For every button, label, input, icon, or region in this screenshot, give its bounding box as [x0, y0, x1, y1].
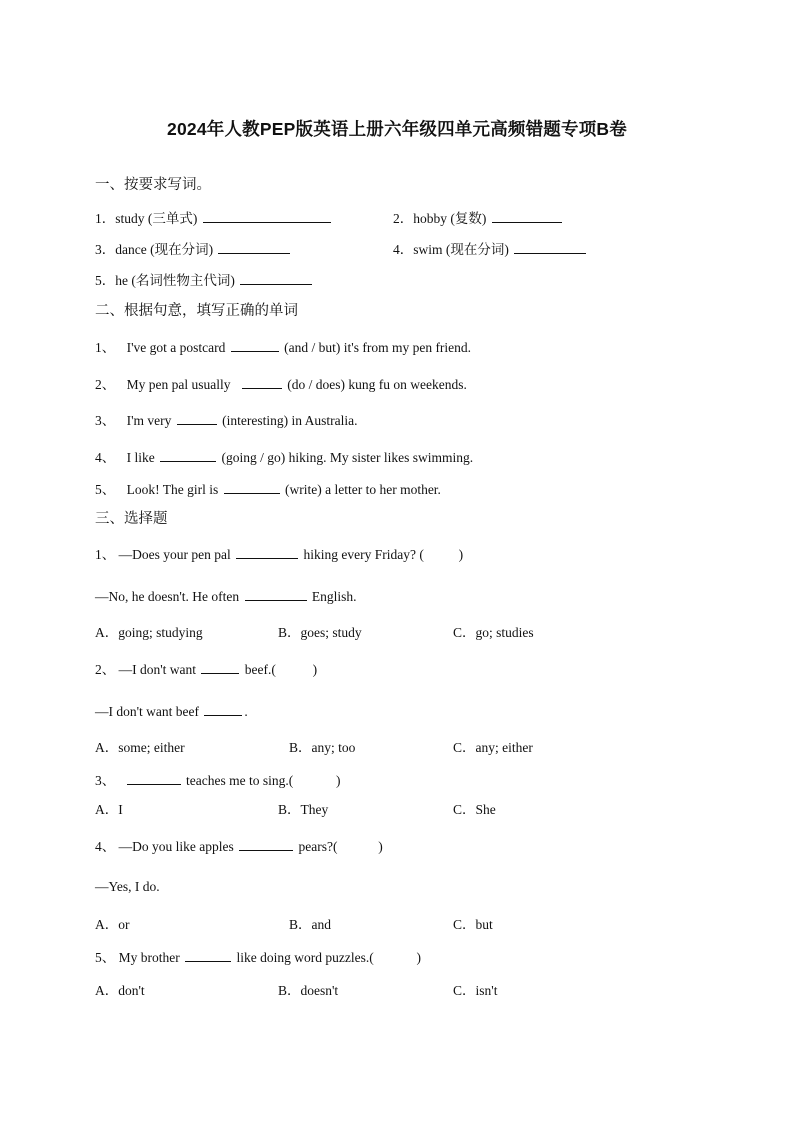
- s3-q1-close: ): [458, 547, 464, 562]
- s3-q5-option-c[interactable]: C．isn't: [453, 983, 498, 998]
- s1-q5: [95, 270, 314, 290]
- s3-q3-close: ): [335, 773, 341, 788]
- s2-item-pre: I'm very: [126, 413, 172, 428]
- s1-q1-blank[interactable]: [203, 208, 331, 223]
- s2-item-2: [95, 374, 467, 394]
- s3-q1-line1: [95, 544, 463, 564]
- s3-q1-option-b[interactable]: B．goes; study: [278, 625, 362, 640]
- s2-item-post: (going / go) hiking. My sister likes swimming.: [221, 450, 474, 465]
- s3-q2-pre: 2、 —I don't want: [95, 662, 197, 677]
- s2-item-4: [95, 447, 473, 467]
- s3-q5-pre: 5、 My brother: [95, 950, 180, 965]
- s3-q4-post: pears?(: [298, 839, 338, 854]
- s1-q5-text: 5．he (名词性物主代词): [95, 273, 235, 288]
- s1-q1-text: 1．study (三单式): [95, 211, 198, 226]
- s2-item-num: 3、: [95, 413, 116, 428]
- s3-q5-close: ): [416, 950, 421, 965]
- s2-item-blank[interactable]: [242, 374, 282, 389]
- s1-q4-blank[interactable]: [514, 239, 586, 254]
- s2-item-blank[interactable]: [224, 479, 280, 494]
- s1-q4: [393, 239, 588, 259]
- s3-q2-option-a[interactable]: A．some; either: [95, 740, 185, 755]
- s3-q2-line1: [95, 659, 317, 679]
- s1-q3: [95, 239, 292, 259]
- s3-q3-blank1[interactable]: [127, 770, 181, 785]
- s3-q3-post: teaches me to sing.(: [186, 773, 294, 788]
- s3-q4-blank1[interactable]: [239, 836, 293, 851]
- s2-item-blank[interactable]: [231, 337, 279, 352]
- s2-item-post: (do / does) kung fu on weekends.: [287, 377, 467, 392]
- s1-q1: [95, 208, 333, 228]
- s3-q1-line2: [95, 586, 357, 606]
- s3-q2-post2: .: [244, 704, 248, 719]
- s3-q5-post: like doing word puzzles.(: [236, 950, 374, 965]
- s2-item-num: 4、: [95, 450, 116, 465]
- s3-q2-pre2: —I don't want beef: [95, 704, 200, 719]
- s3-q2-close: ): [312, 662, 318, 677]
- s3-q1-option-a[interactable]: A．going; studying: [95, 625, 203, 640]
- s3-q1-post: hiking every Friday? (: [303, 547, 424, 562]
- s3-q3-option-a[interactable]: A．I: [95, 802, 123, 817]
- section3-heading: 三、选择题: [95, 511, 168, 527]
- s3-q2-line2: [95, 701, 248, 721]
- s3-q2-blank1[interactable]: [201, 659, 239, 674]
- s2-item-num: 5、: [95, 482, 116, 497]
- s3-q4-line2: —Yes, I do.: [95, 879, 160, 894]
- s3-q3-option-c[interactable]: C．She: [453, 802, 496, 817]
- section1-heading: 一、按要求写词。: [95, 177, 211, 193]
- s3-q5-line1: [95, 947, 421, 967]
- s1-q3-blank[interactable]: [218, 239, 290, 254]
- s1-q2: [393, 208, 564, 228]
- s3-q4-pre: 4、 —Do you like apples: [95, 839, 234, 854]
- s3-q4-option-a[interactable]: A．or: [95, 917, 130, 932]
- s2-item-pre: My pen pal usually: [126, 377, 231, 392]
- s3-q4-close: ): [378, 839, 383, 854]
- s1-q3-text: 3．dance (现在分词): [95, 242, 214, 257]
- section2-heading: 二、根据句意，填写正确的单词: [95, 303, 298, 319]
- s3-q3-pre: 3、: [95, 773, 116, 788]
- s2-item-3: [95, 410, 358, 430]
- s3-q4-line1: [95, 836, 383, 856]
- s3-q5-blank1[interactable]: [185, 947, 231, 962]
- s3-q2-option-b[interactable]: B．any; too: [289, 740, 356, 755]
- s2-item-blank[interactable]: [160, 447, 216, 462]
- s2-item-blank[interactable]: [177, 410, 217, 425]
- page-title: 2024年人教PEP版英语上册六年级四单元高频错题专项B卷: [167, 119, 627, 139]
- s3-q1-blank2[interactable]: [245, 586, 307, 601]
- s3-q3-option-b[interactable]: B．They: [278, 802, 329, 817]
- s2-item-post: (write) a letter to her mother.: [285, 482, 441, 497]
- s2-item-pre: Look! The girl is: [126, 482, 219, 497]
- s3-q2-option-c[interactable]: C．any; either: [453, 740, 533, 755]
- s2-item-post: (interesting) in Australia.: [222, 413, 358, 428]
- s3-q3-line1: [95, 770, 340, 790]
- s2-item-1: [95, 337, 471, 357]
- s2-item-5: [95, 479, 441, 499]
- s3-q2-post: beef.(: [244, 662, 276, 677]
- s3-q5-option-b[interactable]: B．doesn't: [278, 983, 339, 998]
- s3-q1-pre: 1、 —Does your pen pal: [95, 547, 231, 562]
- s3-q2-blank2[interactable]: [204, 701, 242, 716]
- s3-q1-blank1[interactable]: [236, 544, 298, 559]
- s3-q4-option-c[interactable]: C．but: [453, 917, 493, 932]
- s3-q1-pre2: —No, he doesn't. He often: [95, 589, 240, 604]
- s1-q2-blank[interactable]: [492, 208, 562, 223]
- s3-q4-option-b[interactable]: B．and: [289, 917, 331, 932]
- s2-item-num: 1、: [95, 340, 116, 355]
- s2-item-post: (and / but) it's from my pen friend.: [284, 340, 472, 355]
- s1-q4-text: 4．swim (现在分词): [393, 242, 509, 257]
- s2-item-num: 2、: [95, 377, 116, 392]
- s3-q5-option-a[interactable]: A．don't: [95, 983, 145, 998]
- s1-q5-blank[interactable]: [240, 270, 312, 285]
- s2-item-pre: I've got a postcard: [126, 340, 226, 355]
- s1-q2-text: 2．hobby (复数): [393, 211, 487, 226]
- s3-q1-option-c[interactable]: C．go; studies: [453, 625, 534, 640]
- s2-item-pre: I like: [126, 450, 155, 465]
- s3-q1-post2: English.: [311, 589, 357, 604]
